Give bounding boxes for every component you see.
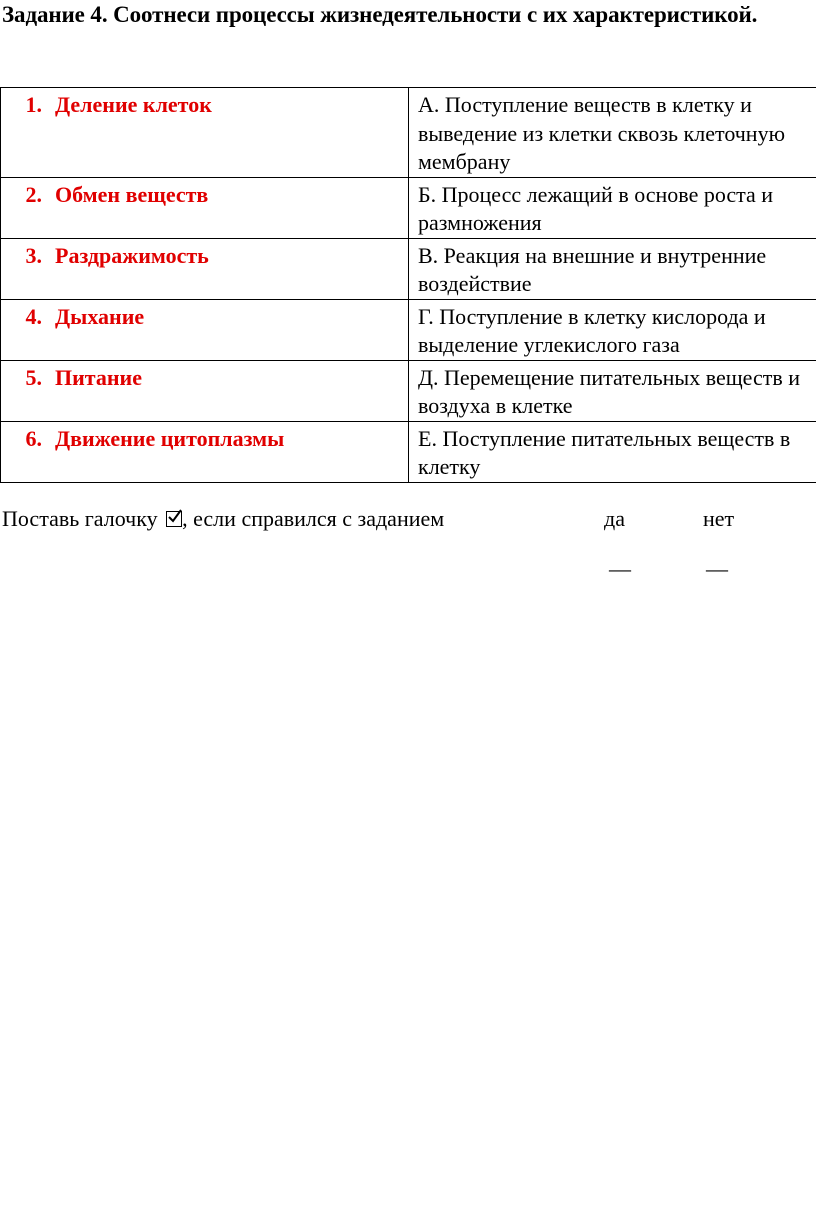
table-row [1, 299, 816, 360]
process-number: 5. [25, 364, 42, 390]
description-cell [409, 360, 816, 421]
process-cell [1, 299, 409, 360]
answer-yes-blank[interactable]: — [609, 556, 631, 581]
description-text: Д. Перемещение питательных веществ и воздуха в клетке [418, 364, 801, 418]
description-cell [409, 421, 816, 482]
table-row [1, 88, 816, 178]
description-cell [409, 299, 816, 360]
process-cell [1, 421, 409, 482]
description-cell [409, 238, 816, 299]
table-row [1, 421, 816, 482]
table-row [1, 177, 816, 238]
description-cell [409, 177, 816, 238]
answer-no-label: нет [703, 506, 735, 531]
description-text: В. Реакция на внешние и внутренние воздействие [418, 242, 767, 296]
process-number: 2. [25, 181, 42, 207]
answer-yes-label: да [604, 506, 625, 531]
answer-no-blank[interactable]: — [706, 556, 728, 581]
description-text: Г. Поступление в клетку кислорода и выделение углекислого газа [418, 303, 766, 357]
self-check-prefix: Поставь галочку [2, 506, 158, 531]
process-name: Деление клеток [55, 92, 212, 117]
self-check-suffix: , если справился с заданием [182, 506, 445, 531]
process-name: Раздражимость [55, 242, 209, 268]
description-text: Е. Поступление питательных веществ в клетку [418, 425, 791, 479]
process-cell [1, 177, 409, 238]
task-title: Задание 4. Соотнеси процессы жизнедеятельности с их характеристикой. [2, 2, 758, 27]
process-cell [1, 88, 409, 178]
matching-table [0, 87, 816, 483]
description-cell [409, 88, 816, 178]
process-number: 3. [25, 242, 42, 268]
table-row [1, 238, 816, 299]
process-cell [1, 238, 409, 299]
self-check-line [2, 506, 444, 532]
process-name: Обмен веществ [55, 181, 209, 207]
description-text: Б. Процесс лежащий в основе роста и размножения [418, 181, 774, 235]
description-text: А. Поступление веществ в клетку и выведение из клетки сквозь клеточную мембрану [418, 92, 786, 174]
table-row [1, 360, 816, 421]
process-name: Движение цитоплазмы [55, 425, 285, 451]
process-cell [1, 360, 409, 421]
process-number: 1. [25, 92, 42, 117]
process-name: Дыхание [55, 303, 145, 329]
process-number: 6. [25, 425, 42, 451]
process-name: Питание [55, 364, 142, 390]
checkbox-checked-icon [166, 511, 182, 527]
process-number: 4. [25, 303, 42, 329]
